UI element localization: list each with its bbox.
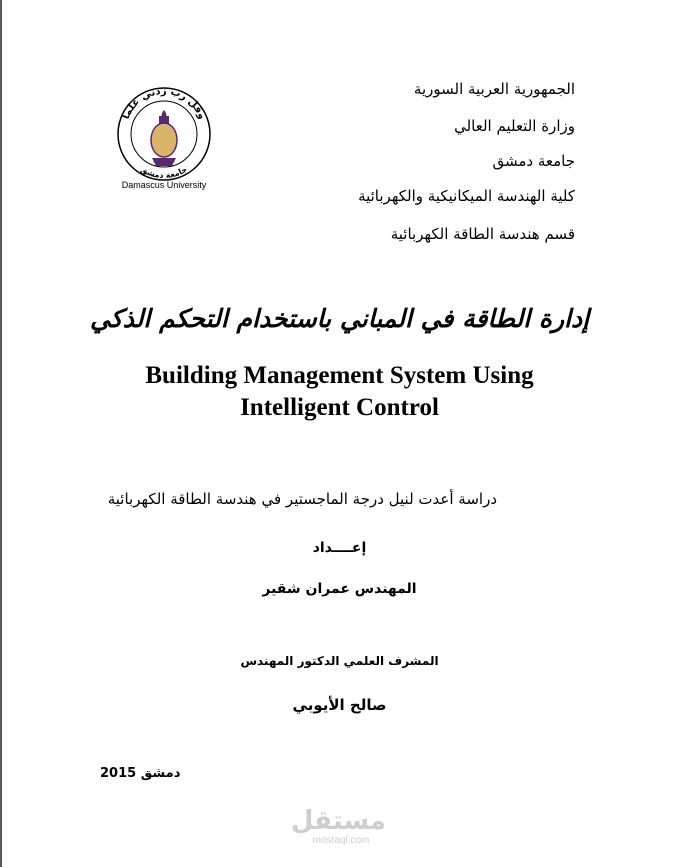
page-edge: [0, 0, 2, 867]
logo-lamp-icon: [151, 123, 177, 157]
damascus-university-logo: [112, 80, 216, 192]
header-university: جامعة دمشق: [492, 152, 575, 170]
logo-top-text: وقل رب زدني علما: [120, 85, 208, 121]
author-name: المهندس عمران شقير: [262, 581, 417, 597]
header-ministry: وزارة التعليم العالي: [454, 117, 575, 135]
logo-lamp-base: [152, 158, 176, 166]
header-faculty: كلية الهندسة الميكانيكية والكهربائية: [358, 187, 575, 205]
place-date: دمشق 2015: [100, 766, 181, 781]
title-english-line2: Intelligent Control: [240, 394, 439, 421]
header-department: قسم هندسة الطاقة الكهربائية: [390, 225, 575, 243]
title-arabic: إدارة الطاقة في المباني باستخدام التحكم الذكي: [89, 304, 590, 333]
supervisor-label: المشرف العلمي الدكتور المهندس: [240, 654, 439, 668]
study-description: دراسة أعدت لنيل درجة الماجستير في هندسة الطاقة الكهربائية: [107, 490, 497, 508]
prepared-by-label: إعــــداد: [312, 540, 367, 556]
watermark-latin: mostaql.com: [312, 835, 370, 846]
logo-arabic-name: جامعة دمشق: [139, 164, 189, 181]
supervisor-name: صالح الأيوبي: [292, 696, 387, 714]
watermark: [290, 806, 386, 846]
title-english: [0, 360, 679, 424]
header-country: الجمهورية العربية السورية: [413, 80, 575, 98]
watermark-arabic: مستقل: [290, 806, 386, 836]
title-english-line1: Building Management System Using: [145, 362, 534, 389]
logo-latin-name: Damascus University: [121, 180, 207, 190]
